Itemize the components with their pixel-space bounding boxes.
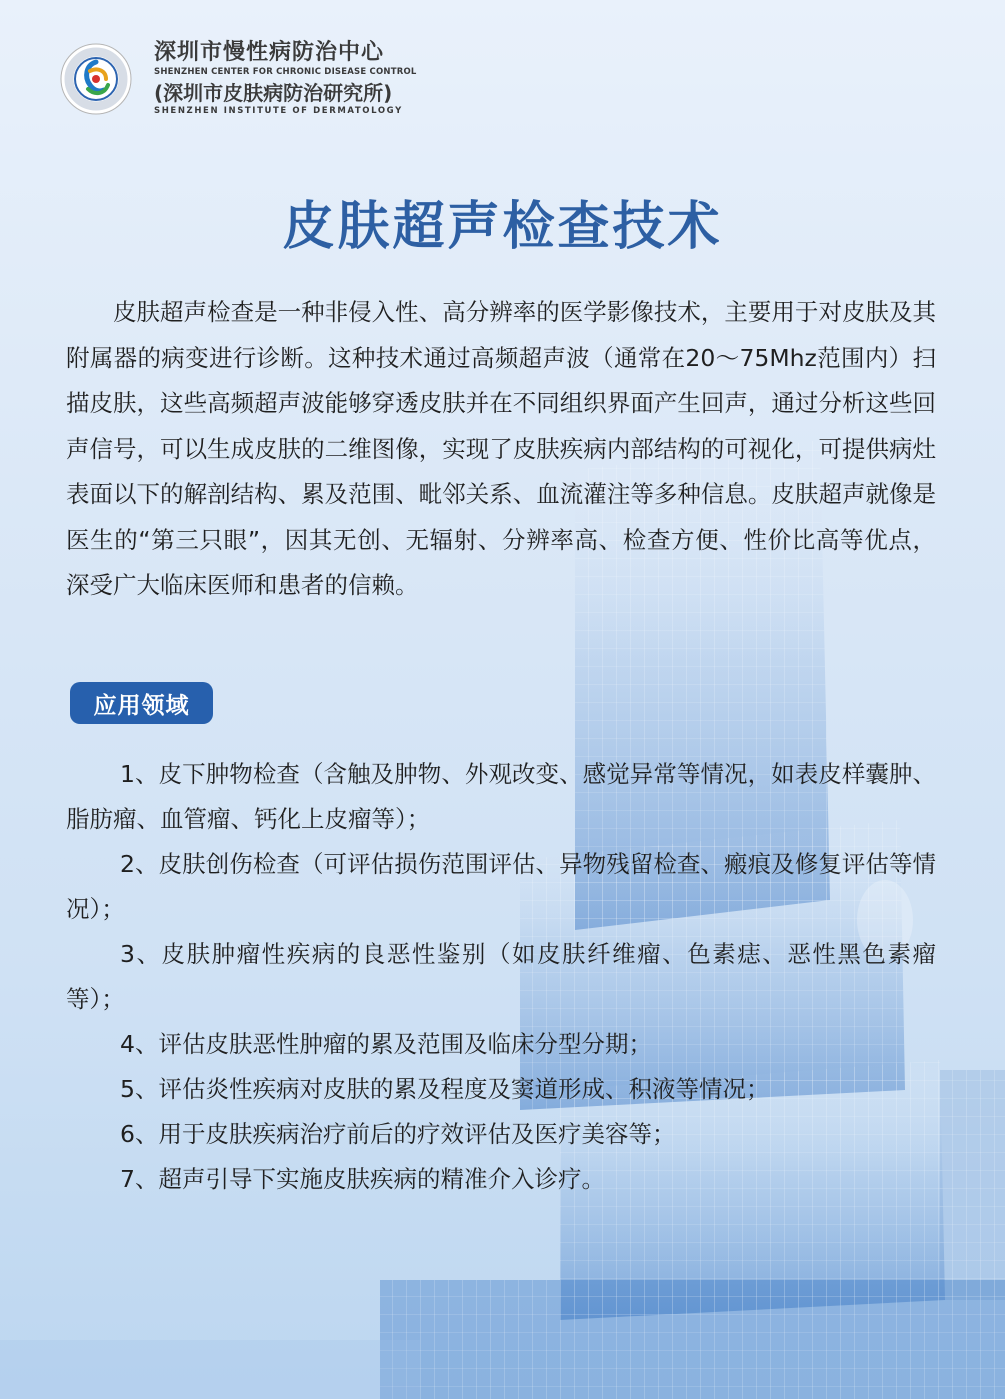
list-item: 2、皮肤创伤检查（可评估损伤范围评估、异物残留检查、瘢痕及修复评估等情况）；: [66, 850, 936, 923]
list-item: 1、皮下肿物检查（含触及肿物、外观改变、感觉异常等情况，如表皮样囊肿、脂肪瘤、血管瘤、钙化上皮瘤等）；: [66, 760, 936, 833]
list-item: 6、用于皮肤疾病治疗前后的疗效评估及医疗美容等；: [120, 1120, 676, 1148]
org-name-cn: 深圳市慢性病防治中心: [154, 40, 385, 65]
list-item: 4、评估皮肤恶性肿瘤的累及范围及临床分型分期；: [120, 1030, 652, 1058]
org-name-en: SHENZHEN CENTER FOR CHRONIC DISEASE CONTROL: [154, 67, 417, 77]
list-item: 5、评估炎性疾病对皮肤的累及程度及窦道形成、积液等情况；: [120, 1075, 770, 1103]
org-subname-cn: (深圳市皮肤病防治研究所): [154, 80, 393, 105]
section-badge-applications: 应用领域: [70, 682, 213, 724]
intro-paragraph: 皮肤超声检查是一种非侵入性、高分辨率的医学影像技术，主要用于对皮肤及其附属器的病变进行诊断。这种技术通过高频超声波（通常在20～75Mhz范围内）扫描皮肤，这些高频超声波能够穿透皮肤并在不同组织界面产生回声，通过分析这些回声信号，可以生成皮肤的二维图像，实现了皮肤疾病内部结构的可视化，可提供病灶表面以下的解剖结构、累及范围、毗邻关系、血流灌注等多种信息。皮肤超声就像是医生的“第三只眼”，因其无创、无辐射、分辨率高、检查方便、性价比高等优点，深受广大临床医师和患者的信赖。: [66, 298, 936, 599]
applications-list: [66, 752, 936, 1202]
header: [60, 42, 417, 115]
page-title: 皮肤超声检查技术: [282, 197, 723, 257]
list-item: 7、超声引导下实施皮肤疾病的精准介入诊疗。: [120, 1165, 605, 1193]
list-item: 3、皮肤肿瘤性疾病的良恶性鉴别（如皮肤纤维瘤、色素痣、恶性黑色素瘤等）；: [66, 940, 936, 1013]
institution-logo-icon: [60, 43, 132, 115]
org-subname-en: SHENZHEN INSTITUTE OF DERMATOLOGY: [154, 105, 403, 116]
